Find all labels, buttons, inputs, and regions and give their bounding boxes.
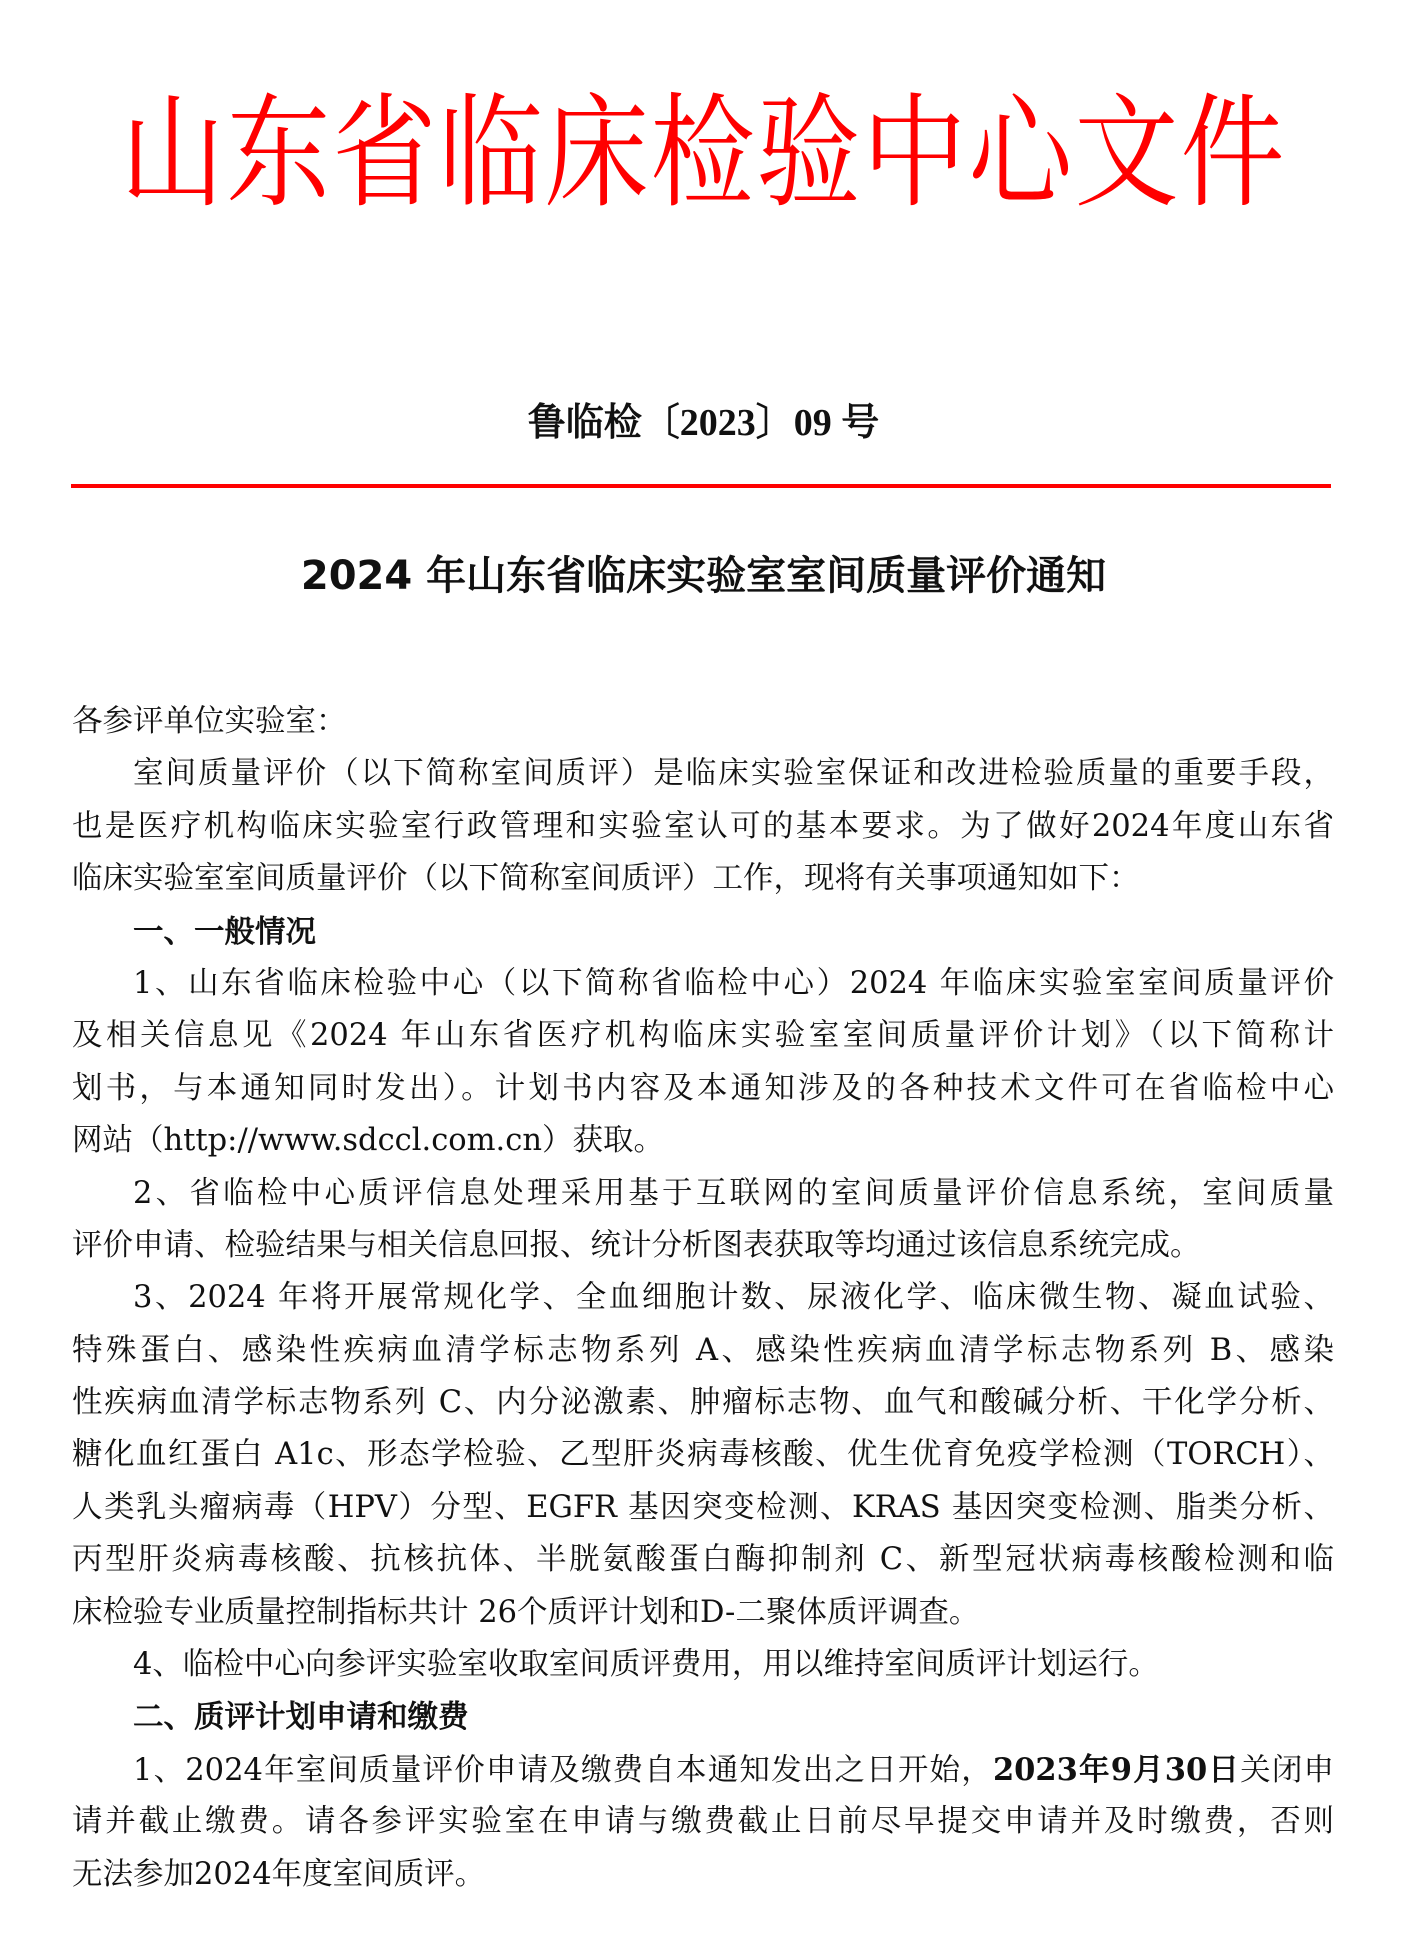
deadline-date: 2023年9月30日 [992, 1751, 1241, 1788]
paragraph-line: 评价申请、检验结果与相关信息回报、统计分析图表获取等均通过该信息系统完成。 [72, 1227, 1201, 1263]
section1-item-3 [72, 1272, 1334, 1639]
intro-paragraph [72, 748, 1334, 905]
paragraph-line: 请并截止缴费。请各参评实验室在申请与缴费截止日前尽早提交申请并及时缴费，否则 [72, 1804, 1334, 1840]
red-divider [71, 484, 1331, 488]
masthead-title: 山东省临床检验中心文件 [120, 80, 1287, 225]
section1-item-2 [72, 1168, 1334, 1273]
paragraph-line: 性疾病血清学标志物系列 C、内分泌激素、肿瘤标志物、血气和酸碱分析、干化学分析、 [72, 1385, 1334, 1421]
section2-item-1 [72, 1744, 1334, 1901]
paragraph-line: 也是医疗机构临床实验室行政管理和实验室认可的基本要求。为了做好2024年度山东省 [72, 808, 1334, 844]
salutation: 各参评单位实验室： [72, 704, 347, 739]
paragraph-line: 及相关信息见《2024 年山东省医疗机构临床实验室室间质量评价计划》（以下简称计 [72, 1018, 1334, 1054]
paragraph-line: 3、2024 年将开展常规化学、全血细胞计数、尿液化学、临床微生物、凝血试验、 [133, 1280, 1334, 1316]
paragraph-line [72, 1744, 1334, 1796]
document-title: 2024 年山东省临床实验室室间质量评价通知 [300, 553, 1107, 599]
document-number: 鲁临检〔2023〕09 号 [527, 402, 880, 444]
paragraph-line: 2、省临检中心质评信息处理采用基于互联网的室间质量评价信息系统，室间质量 [133, 1175, 1334, 1211]
paragraph-line-with-website-link: 网站（http://www.sdccl.com.cn）获取。 [72, 1123, 664, 1159]
section-heading-general: 一、一般情况 [133, 913, 316, 950]
section1-item-4 [72, 1639, 1334, 1691]
section-heading-application-fees: 二、质评计划申请和缴费 [133, 1699, 469, 1736]
paragraph-line: 无法参加2024年度室间质评。 [72, 1856, 486, 1892]
paragraph-line: 丙型肝炎病毒核酸、抗核抗体、半胱氨酸蛋白酶抑制剂 C、新型冠状病毒核酸检测和临 [72, 1542, 1334, 1578]
paragraph-line: 糖化血红蛋白 A1c、形态学检验、乙型肝炎病毒核酸、优生优育免疫学检测（TORCH）、 [72, 1437, 1334, 1473]
paragraph-line: 人类乳头瘤病毒（HPV）分型、EGFR 基因突变检测、KRAS 基因突变检测、脂类分析、 [72, 1489, 1334, 1525]
paragraph-line: 划书，与本通知同时发出）。计划书内容及本通知涉及的各种技术文件可在省临检中心 [72, 1070, 1334, 1106]
document-body [72, 696, 1334, 1901]
text-segment: 关闭申 [1240, 1752, 1335, 1788]
paragraph-line: 4、临检中心向参评实验室收取室间质评费用，用以维持室间质评计划运行。 [133, 1647, 1159, 1683]
text-segment: 1、2024年室间质量评价申请及缴费自本通知发出之日开始， [133, 1752, 993, 1788]
paragraph-line: 1、山东省临床检验中心（以下简称省临检中心）2024 年临床实验室室间质量评价 [133, 965, 1334, 1001]
paragraph-line: 临床实验室室间质量评价（以下简称室间质评）工作，现将有关事项通知如下： [72, 861, 1140, 897]
section1-item-1 [72, 958, 1334, 1168]
paragraph-line: 特殊蛋白、感染性疾病血清学标志物系列 A、感染性疾病血清学标志物系列 B、感染 [72, 1332, 1334, 1368]
paragraph-line: 床检验专业质量控制指标共计 26个质评计划和D-二聚体质评调查。 [72, 1594, 980, 1630]
paragraph-line: 室间质量评价（以下简称室间质评）是临床实验室保证和改进检验质量的重要手段， [133, 756, 1334, 792]
